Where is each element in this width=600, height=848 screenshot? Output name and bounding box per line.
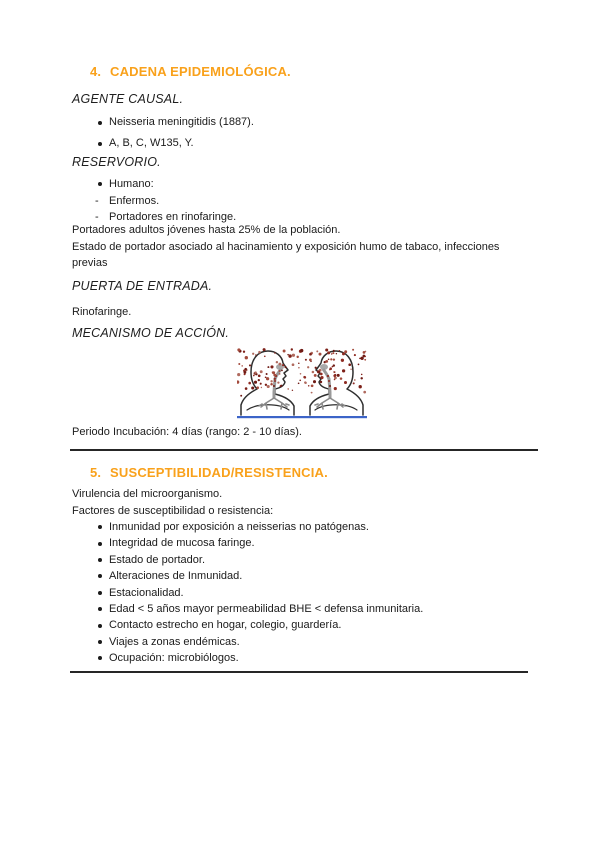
paragraph-line: Virulencia del microorganismo.	[72, 488, 223, 500]
agente-causal-list	[72, 112, 528, 154]
susceptibilidad-intro	[72, 486, 528, 519]
bullet-icon	[98, 656, 102, 660]
list-item-label: Ocupación: microbiólogos.	[109, 652, 239, 665]
list-item-label: Viajes a zonas endémicas.	[109, 635, 240, 648]
list-item	[72, 634, 528, 650]
subheading-reservorio: RESERVORIO.	[72, 155, 161, 169]
bullet-icon	[98, 121, 102, 125]
list-item	[72, 112, 528, 133]
list-item-label: Estado de portador.	[109, 553, 206, 566]
list-item-label: Portadores en rinofaringe.	[109, 211, 237, 223]
list-item	[72, 568, 528, 584]
dash-icon: -	[95, 211, 99, 223]
list-item	[72, 552, 528, 568]
section-5-title: SUSCEPTIBILIDAD/RESISTENCIA.	[110, 465, 328, 480]
subheading-agente-causal: AGENTE CAUSAL.	[72, 92, 184, 106]
bullet-icon	[98, 607, 102, 611]
person-figure-right	[310, 351, 363, 415]
horizontal-divider	[70, 449, 538, 451]
bullet-icon	[98, 640, 102, 644]
list-item	[72, 650, 528, 666]
list-item	[72, 617, 528, 633]
bullet-icon	[98, 558, 102, 562]
droplet-transmission-illustration	[237, 347, 367, 419]
horizontal-divider	[70, 671, 528, 673]
bullet-icon	[98, 182, 102, 186]
reservorio-list	[72, 176, 528, 226]
illustration-underline	[237, 416, 367, 418]
bullet-icon	[98, 624, 102, 628]
list-item	[72, 133, 528, 154]
list-item-label: Inmunidad por exposición a neisserias no patógenas.	[109, 521, 369, 533]
incubation-text: Periodo Incubación: 4 días (rango: 2 - 10 días).	[72, 426, 302, 438]
subheading-mecanismo-accion: MECANISMO DE ACCIÓN.	[72, 326, 230, 340]
list-item	[72, 585, 528, 601]
list-item	[72, 193, 528, 210]
portadores-paragraph	[72, 222, 528, 272]
paragraph-line: Portadores adultos jóvenes hasta 25% de la población.	[72, 224, 341, 236]
list-item	[72, 176, 528, 193]
list-item-label: Humano:	[109, 178, 154, 190]
subheading-puerta-entrada: PUERTA DE ENTRADA.	[72, 279, 213, 293]
paragraph-line: Estado de portador asociado al hacinamiento y exposición humo de tabaco, infecciones previas	[72, 240, 500, 269]
list-item	[72, 519, 528, 535]
list-item	[72, 601, 528, 617]
susceptibilidad-list	[72, 519, 528, 667]
section-4-number: 4.	[90, 64, 102, 79]
list-item-label: Edad < 5 años mayor permeabilidad BHE < defensa inmunitaria.	[109, 602, 424, 615]
section-4-heading	[90, 64, 528, 79]
bullet-icon	[98, 542, 102, 546]
paragraph-line: Factores de susceptibilidad o resistencia:	[72, 504, 274, 517]
bullet-icon	[98, 525, 102, 529]
bullet-icon	[98, 574, 102, 578]
section-4-title: CADENA EPIDEMIOLÓGICA.	[110, 64, 291, 79]
list-item-label: Neisseria meningitidis (1887).	[109, 116, 254, 128]
section-5-heading	[90, 465, 528, 480]
list-item	[72, 535, 528, 551]
list-item-label: Contacto estrecho en hogar, colegio, guardería.	[109, 619, 342, 632]
dash-icon: -	[95, 194, 99, 207]
list-item-label: Enfermos.	[109, 194, 160, 207]
puerta-entrada-text: Rinofaringe.	[72, 306, 132, 318]
section-5-number: 5.	[90, 465, 102, 480]
bullet-icon	[98, 591, 102, 595]
list-item-label: Integridad de mucosa faringe.	[109, 537, 255, 550]
list-item-label: A, B, C, W135, Y.	[109, 137, 194, 149]
list-item-label: Estacionalidad.	[109, 586, 184, 599]
bullet-icon	[98, 142, 102, 146]
list-item-label: Alteraciones de Inmunidad.	[109, 570, 243, 583]
